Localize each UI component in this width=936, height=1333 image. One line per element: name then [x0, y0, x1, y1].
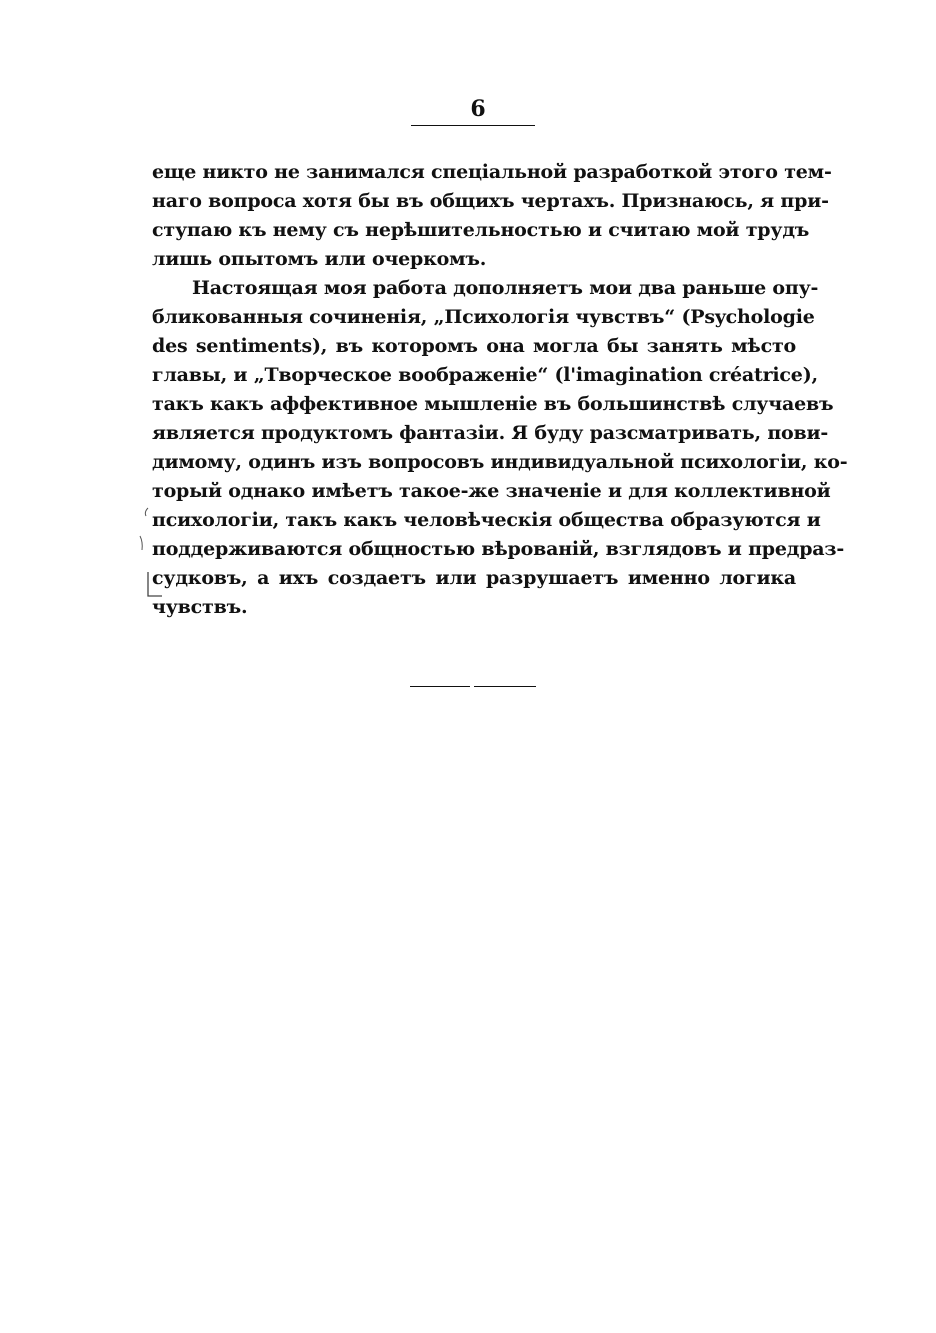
text-line: бликованныя сочиненія, „Психологія чувствъ“ (Psychologie	[152, 306, 815, 328]
text-line: является продуктомъ фантазіи. Я буду разсматривать, пови-	[152, 422, 829, 444]
pencil-mark-icon	[130, 500, 170, 610]
text-line: психологіи, такъ какъ человѣческія общества образуются и	[152, 509, 821, 531]
text-line: поддерживаются общностью вѣрованій, взглядовъ и предраз-	[152, 538, 845, 560]
header-rule	[411, 125, 535, 126]
text-line: судковъ, а ихъ создаетъ или разрушаетъ именно логика	[152, 567, 796, 589]
text-line: наго вопроса хотя бы въ общихъ чертахъ. Признаюсь, я при-	[152, 190, 829, 212]
text-line: Настоящая моя работа дополняетъ мои два раньше опу-	[192, 277, 819, 299]
body-text	[152, 158, 848, 622]
end-rule-segment	[410, 686, 470, 687]
text-line: торый однако имѣетъ такое-же значеніе и для коллективной	[152, 480, 831, 502]
text-line: димому, одинъ изъ вопросовъ индивидуальной психологіи, ко-	[152, 451, 848, 473]
end-rule-segment	[474, 686, 536, 687]
text-line: лишь опытомъ или очеркомъ.	[152, 248, 487, 270]
text-line: еще никто не занимался спеціальной разработкой этого тем-	[152, 161, 832, 183]
page-number: 6	[470, 96, 486, 122]
text-line: главы, и „Творческое воображеніе“ (l'imagination créatrice),	[152, 364, 818, 386]
text-line: такъ какъ аффективное мышленіе въ большинствѣ случаевъ	[152, 393, 834, 415]
text-line: чувствъ.	[152, 596, 248, 618]
text-line: ступаю къ нему съ нерѣшительностью и считаю мой трудъ	[152, 219, 810, 241]
text-line: des sentiments), въ которомъ она могла бы занять мѣсто	[152, 335, 796, 357]
